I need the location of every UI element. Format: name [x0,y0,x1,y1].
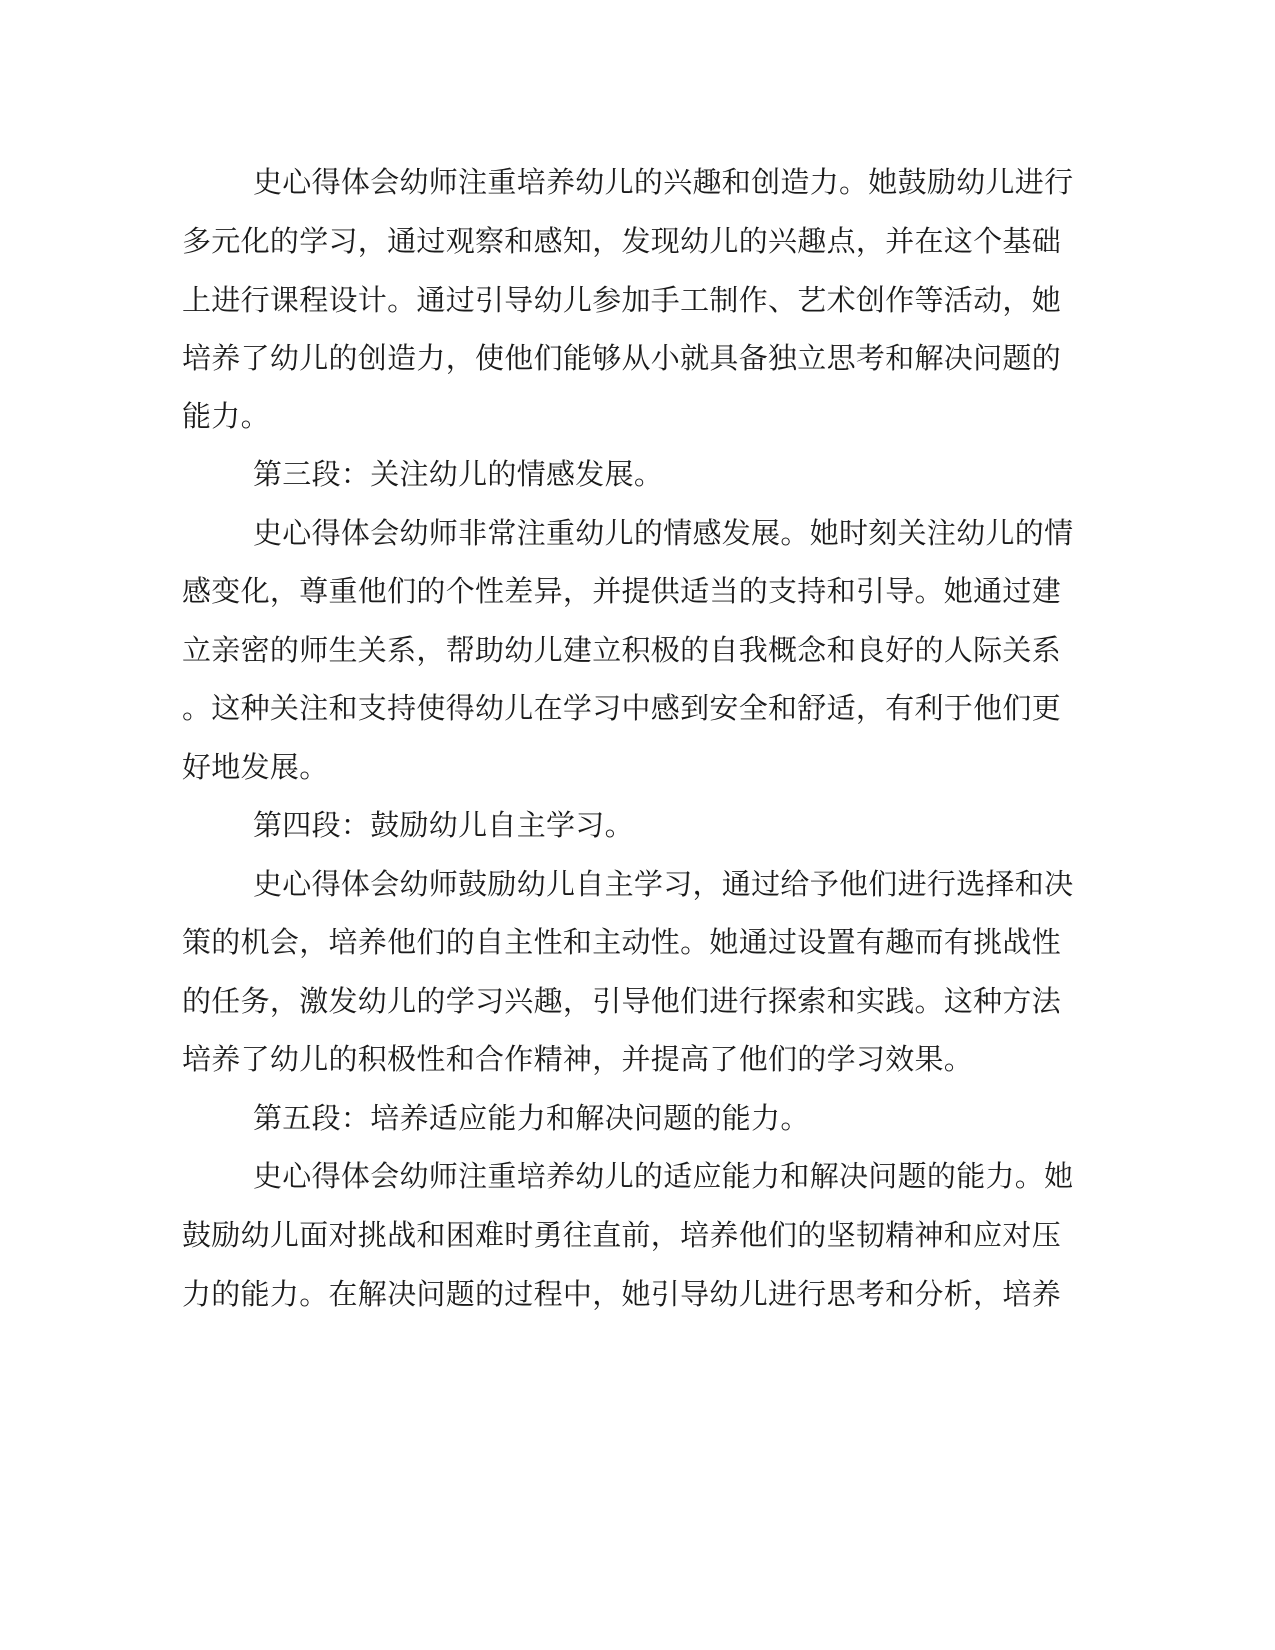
paragraph-line: 培养了幼儿的创造力，使他们能够从小就具备独立思考和解决问题的 [182,341,1062,375]
paragraph-line: 鼓励幼儿面对挑战和困难时勇往直前，培养他们的坚韧精神和应对压 [182,1218,1062,1252]
paragraph-line: 史心得体会幼师注重培养幼儿的适应能力和解决问题的能力。她 [253,1159,1074,1193]
paragraph-line: 力的能力。在解决问题的过程中，她引导幼儿进行思考和分析，培养 [182,1277,1062,1311]
paragraph-line: 策的机会，培养他们的自主性和主动性。她通过设置有趣而有挑战性 [182,925,1062,959]
paragraph-line: 多元化的学习，通过观察和感知，发现幼儿的兴趣点，并在这个基础 [182,224,1062,258]
paragraph-line: 感变化，尊重他们的个性差异，并提供适当的支持和引导。她通过建 [182,574,1062,608]
paragraph-line: 。这种关注和支持使得幼儿在学习中感到安全和舒适，有利于他们更 [182,691,1062,725]
paragraph-line: 的任务，激发幼儿的学习兴趣，引导他们进行探索和实践。这种方法 [182,984,1062,1018]
paragraph-line: 立亲密的师生关系，帮助幼儿建立积极的自我概念和良好的人际关系 [182,633,1062,667]
section-heading: 第五段：培养适应能力和解决问题的能力。 [253,1101,810,1135]
paragraph-line: 史心得体会幼师非常注重幼儿的情感发展。她时刻关注幼儿的情 [253,516,1074,550]
paragraph-line: 上进行课程设计。通过引导幼儿参加手工制作、艺术创作等活动，她 [182,283,1062,317]
paragraph-line: 培养了幼儿的积极性和合作精神，并提高了他们的学习效果。 [182,1042,974,1076]
section-heading: 第四段：鼓励幼儿自主学习。 [253,808,634,842]
paragraph-line: 史心得体会幼师注重培养幼儿的兴趣和创造力。她鼓励幼儿进行 [253,165,1074,199]
paragraph-line: 好地发展。 [182,750,329,784]
section-heading: 第三段：关注幼儿的情感发展。 [253,457,664,491]
paragraph-line: 史心得体会幼师鼓励幼儿自主学习，通过给予他们进行选择和决 [253,867,1074,901]
paragraph-line: 能力。 [182,399,270,433]
